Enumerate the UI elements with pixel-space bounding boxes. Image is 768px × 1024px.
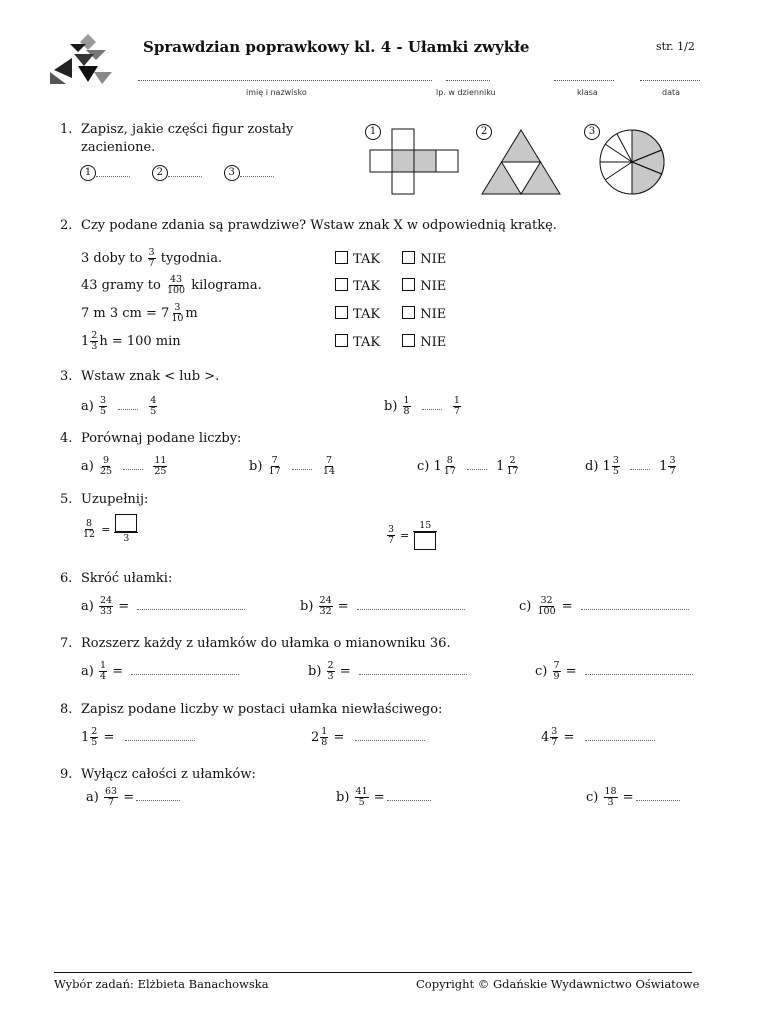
- q6-answer-a[interactable]: [137, 600, 245, 610]
- field-label-name: imię i nazwisko: [246, 88, 307, 97]
- q2-options-2: TAK NIE: [335, 278, 446, 294]
- q4-text: Porównaj podane liczby:: [81, 431, 242, 446]
- q1-answer-label-3: 3: [224, 165, 240, 181]
- q1-answer-label-1: 1: [80, 165, 96, 181]
- q4-item-d: d) 1 $\frac{3}{5}$ 1 $\frac{3}{7}$: [585, 455, 676, 477]
- q9-item-c: c) $\frac{18}{3}$ =: [586, 787, 680, 808]
- q7-number: 7.: [60, 636, 73, 651]
- q8-text: Zapisz podane liczby w postaci ułamka niewłaściwego:: [81, 702, 443, 717]
- q6-answer-c[interactable]: [581, 600, 689, 610]
- q1-text-line1: Zapisz, jakie części figur zostały: [81, 122, 294, 137]
- q7-answer-c[interactable]: [585, 665, 693, 675]
- q3-answer-a[interactable]: [118, 400, 138, 410]
- q6-item-b: b) $\frac{24}{32}$ =: [300, 596, 465, 617]
- class-field[interactable]: [554, 80, 614, 81]
- q2-tak-checkbox-3[interactable]: [335, 306, 348, 319]
- field-label-journal: lp. w dzienniku: [436, 88, 496, 97]
- page-number: str. 1/2: [656, 40, 695, 53]
- field-label-class: klasa: [577, 88, 598, 97]
- q7-item-a: a) $\frac{1}{4}$ =: [81, 661, 239, 682]
- footer-author: Wybór zadań: Elżbieta Banachowska: [54, 977, 269, 991]
- q8-answer-1[interactable]: [125, 731, 195, 741]
- q1-answer-label-2: 2: [152, 165, 168, 181]
- figure-label-2: 2: [476, 124, 492, 140]
- q1-number: 1.: [60, 122, 73, 137]
- q2-tak-checkbox-4[interactable]: [335, 334, 348, 347]
- q6-answer-b[interactable]: [357, 600, 465, 610]
- figure-triangle: [480, 128, 562, 196]
- q2-statement-1: 3 doby to $\frac{3}{7}$ tygodnia.: [81, 247, 223, 269]
- q5-numerator-box[interactable]: [115, 514, 137, 532]
- q2-tak-checkbox-1[interactable]: [335, 251, 348, 264]
- q2-number: 2.: [60, 218, 73, 233]
- q4-answer-b[interactable]: [292, 460, 312, 470]
- figure-cross: [368, 126, 464, 196]
- q9-number: 9.: [60, 767, 73, 782]
- q2-nie-checkbox-3[interactable]: [402, 306, 415, 319]
- field-label-date: data: [662, 88, 681, 97]
- q4-number: 4.: [60, 431, 73, 446]
- q8-item-1: 1 $\frac{2}{5}$ =: [81, 727, 195, 748]
- q7-text: Rozszerz każdy z ułamków do ułamka o mianowniku 36.: [81, 636, 451, 651]
- q2-nie-checkbox-2[interactable]: [402, 278, 415, 291]
- figure-label-3: 3: [584, 124, 600, 140]
- q8-item-3: 4 $\frac{3}{7}$ =: [541, 727, 655, 748]
- q4-item-b: b) $\frac{7}{17}$ $\frac{7}{14}$: [249, 455, 336, 477]
- q2-nie-checkbox-1[interactable]: [402, 251, 415, 264]
- q5-text: Uzupełnij:: [81, 492, 149, 507]
- figure-circle: [598, 128, 666, 196]
- q2-options-1: TAK NIE: [335, 251, 446, 267]
- q1-answer-3[interactable]: [240, 167, 274, 177]
- q9-item-a: a) $\frac{63}{7}$ =: [86, 787, 180, 808]
- q5-item-left: $\frac{8}{12}$ = 3: [81, 514, 138, 544]
- q1-answer-1[interactable]: [96, 167, 130, 177]
- footer-copyright: Copyright © Gdańskie Wydawnictwo Oświatowe: [416, 977, 700, 991]
- footer-divider: [54, 972, 692, 973]
- q6-text: Skróć ułamki:: [81, 571, 173, 586]
- q2-statement-3: 7 m 3 cm = 7 $\frac{3}{10}$ m: [81, 302, 198, 324]
- q5-denominator-box[interactable]: [414, 532, 436, 550]
- name-field[interactable]: [138, 80, 432, 81]
- q9-item-b: b) $\frac{41}{5}$ =: [336, 787, 431, 808]
- q2-text: Czy podane zdania są prawdziwe? Wstaw znak X w odpowiednią kratkę.: [81, 218, 557, 233]
- q3-text: Wstaw znak < lub >.: [81, 369, 220, 384]
- q2-tak-checkbox-2[interactable]: [335, 278, 348, 291]
- q4-item-c: c) 1 $\frac{8}{17}$ 1 $\frac{2}{17}$: [417, 455, 519, 477]
- q2-options-3: TAK NIE: [335, 306, 446, 322]
- q7-answer-b[interactable]: [359, 665, 467, 675]
- q6-number: 6.: [60, 571, 73, 586]
- q7-answer-a[interactable]: [131, 665, 239, 675]
- q5-number: 5.: [60, 492, 73, 507]
- q5-item-right: $\frac{3}{7}$ = 15: [386, 520, 437, 550]
- q2-statement-4: 1 $\frac{2}{3}$ h = 100 min: [81, 330, 181, 352]
- q1-answer-2[interactable]: [168, 167, 202, 177]
- q8-number: 8.: [60, 702, 73, 717]
- q8-item-2: 2 $\frac{1}{8}$ =: [311, 727, 425, 748]
- journal-number-field[interactable]: [446, 80, 490, 81]
- q8-answer-3[interactable]: [585, 731, 655, 741]
- q2-statement-2: 43 gramy to $\frac{43}{100}$ kilograma.: [81, 274, 262, 296]
- q8-answer-2[interactable]: [355, 731, 425, 741]
- q9-text: Wyłącz całości z ułamków:: [81, 767, 256, 782]
- figure-label-1: 1: [365, 124, 381, 140]
- publisher-logo: [48, 32, 114, 88]
- q9-answer-b[interactable]: [387, 791, 431, 801]
- q7-item-c: c) $\frac{7}{9}$ =: [535, 661, 693, 682]
- q4-answer-d[interactable]: [630, 460, 650, 470]
- q4-answer-c[interactable]: [467, 460, 487, 470]
- q2-options-4: TAK NIE: [335, 334, 446, 350]
- date-field[interactable]: [640, 80, 700, 81]
- q4-item-a: a) $\frac{9}{25}$ $\frac{11}{25}$: [81, 455, 167, 477]
- q3-answer-b[interactable]: [422, 400, 442, 410]
- q6-item-c: c) $\frac{32}{100}$ =: [519, 596, 689, 617]
- q1-answers: [80, 165, 274, 181]
- q9-answer-c[interactable]: [636, 791, 680, 801]
- page-title: Sprawdzian poprawkowy kl. 4 - Ułamki zwykłe: [143, 38, 530, 56]
- q1-text-line2: zacienione.: [81, 140, 156, 155]
- q6-item-a: a) $\frac{24}{33}$ =: [81, 596, 245, 617]
- q3-number: 3.: [60, 369, 73, 384]
- q4-answer-a[interactable]: [123, 460, 143, 470]
- q3-item-b: b) $\frac{1}{8}$ $\frac{1}{7}$: [384, 395, 460, 417]
- q3-item-a: a) $\frac{3}{5}$ $\frac{4}{5}$: [81, 395, 157, 417]
- q7-item-b: b) $\frac{2}{3}$ =: [308, 661, 467, 682]
- q9-answer-a[interactable]: [136, 791, 180, 801]
- q2-nie-checkbox-4[interactable]: [402, 334, 415, 347]
